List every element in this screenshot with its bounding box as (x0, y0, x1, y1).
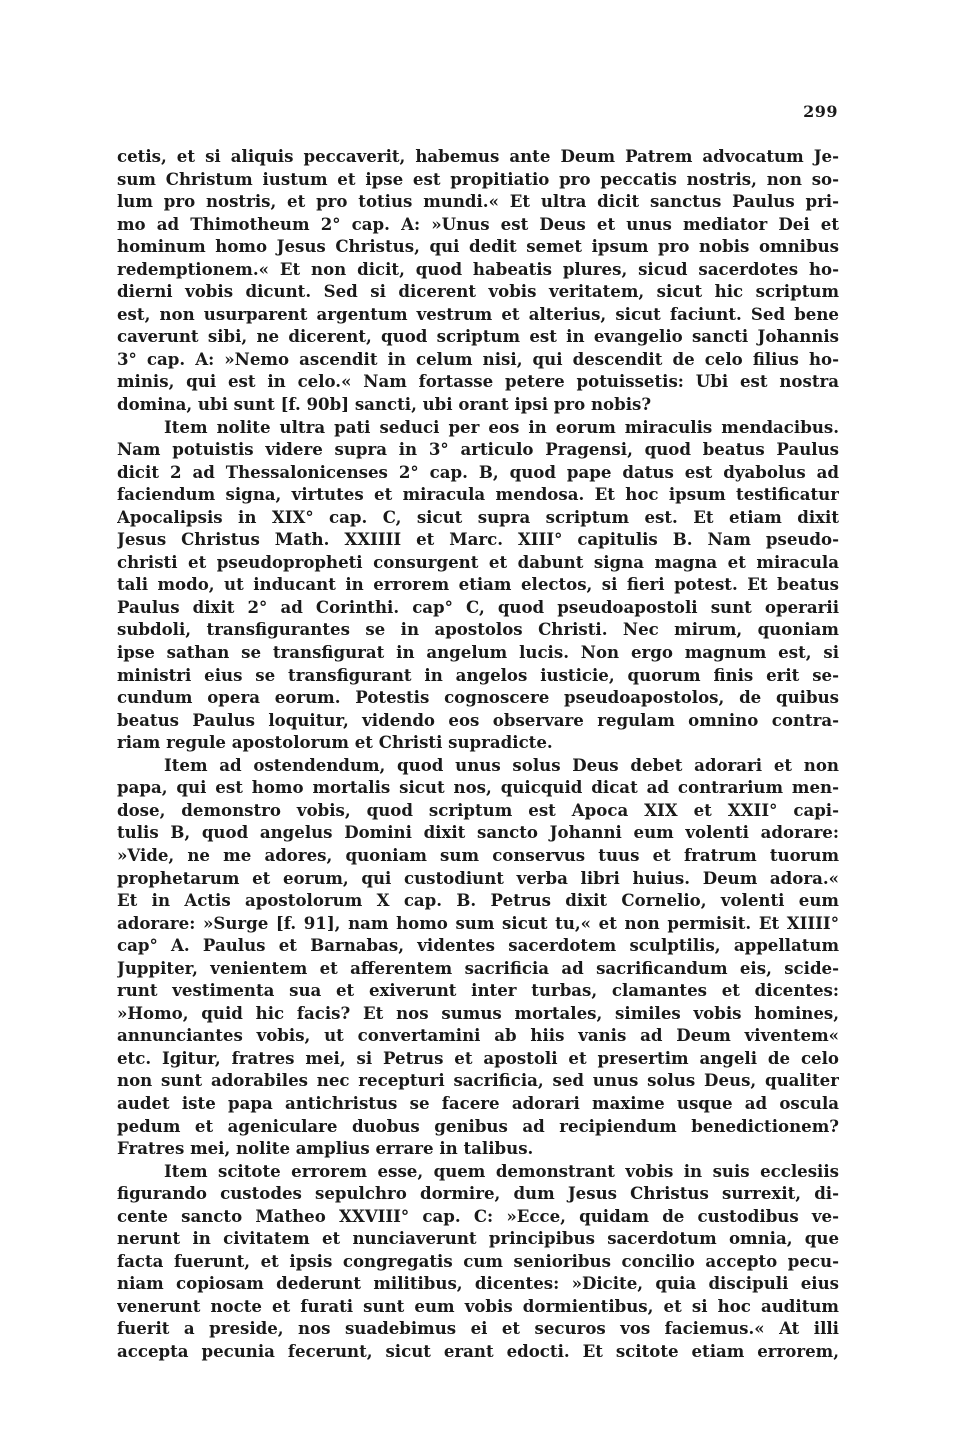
text-line: venerunt nocte et furati sunt eum vobis dormientibus, et si hoc auditum (117, 1295, 839, 1316)
text-line: Juppiter, venientem et afferentem sacrificia ad sacrificandum eis, scide- (117, 957, 839, 978)
text-line: faciendum signa, virtutes et miracula mendosa. Et hoc ipsum testificatur (117, 484, 839, 505)
text-line: runt vestimenta sua et exiverunt inter turbas, clamantes et dicentes: (117, 980, 839, 1001)
text-line: »Vide, ne me adores, quoniam sum conservus tuus et fratrum tuorum (117, 844, 839, 865)
text-line: lum pro nostris, et pro totius mundi.« Et ultra dicit sanctus Paulus pri- (117, 191, 839, 212)
text-line: cundum opera eorum. Potestis cognoscere pseudoapostolos, de quibus (117, 687, 839, 708)
text-line: Item scitote errorem esse, quem demonstrant vobis in suis ecclesiis (164, 1160, 839, 1181)
text-line: ipse sathan se transfigurat in angelum lucis. Non ergo magnum est, si (117, 642, 839, 663)
text-line: fuerit a preside, nos suadebimus ei et securos vos faciemus.« At illi (117, 1318, 839, 1339)
text-line: prophetarum et eorum, qui custodiunt verba libri huius. Deum adora.« (117, 867, 839, 888)
text-line: minis, qui est in celo.« Nam fortasse petere potuissetis: Ubi est nostra (117, 371, 839, 392)
text-line: dicit 2 ad Thessalonicenses 2° cap. B, quod pape datus est dyabolus ad (117, 461, 839, 482)
text-line: Item ad ostendendum, quod unus solus Deus debet adorari et non (164, 754, 839, 775)
text-line: annunciantes vobis, ut convertamini ab hiis vanis ad Deum viventem« (117, 1025, 839, 1046)
text-line: caverunt sibi, ne dicerent, quod scriptum est in evangelio sancti Johannis (117, 326, 839, 347)
text-line: Jesus Christus Math. XXIIII et Marc. XIII° capitulis B. Nam pseudo- (117, 529, 839, 550)
text-line: 3° cap. A: »Nemo ascendit in celum nisi, qui descendit de celo filius ho- (117, 348, 839, 369)
text-line: adorare: »Surge [f. 91], nam homo sum sicut tu,« et non permisit. Et XIIII° (117, 912, 839, 933)
text-line: cetis, et si aliquis peccaverit, habemus ante Deum Patrem advocatum Je- (117, 146, 839, 166)
text-line: ministri eius se transfigurant in angelos iusticie, quorum finis erit se- (117, 664, 839, 685)
text-line: accepta pecunia fecerunt, sicut erant edocti. Et scitote etiam errorem, (117, 1340, 839, 1361)
text-line: dose, demonstro vobis, quod scriptum est Apoca XIX et XXII° capi- (117, 799, 839, 820)
text-line: domina, ubi sunt [f. 90b] sancti, ubi orant ipsi pro nobis? (117, 394, 652, 415)
text-line: facta fuerunt, et ipsis congregatis cum senioribus concilio accepto pecu- (117, 1250, 839, 1271)
text-line: Fratres mei, nolite amplius errare in talibus. (117, 1138, 534, 1159)
text-line: Item nolite ultra pati seduci per eos in eorum miraculis mendacibus. (164, 416, 839, 437)
text-line: pedum et ageniculare duobus genibus ad recipiendum benedictionem? (117, 1115, 839, 1136)
text-line: subdoli, transfigurantes se in apostolos Christi. Nec mirum, quoniam (117, 619, 839, 640)
text-line: Nam potuistis videre supra in 3° articulo Pragensi, quod beatus Paulus (117, 439, 839, 460)
text-line: niam copiosam dederunt militibus, dicentes: »Dicite, quia discipuli eius (117, 1273, 839, 1294)
text-line: christi et pseudopropheti consurgent et dabunt signa magna et miracula (117, 551, 839, 572)
text-line: Apocalipsis in XIX° cap. C, sicut supra scriptum est. Et etiam dixit (117, 506, 839, 527)
text-line: Et in Actis apostolorum X cap. B. Petrus dixit Cornelio, volenti eum (117, 890, 839, 911)
text-line: »Homo, quid hic facis? Et nos sumus mortales, similes vobis homines, (117, 1002, 839, 1023)
text-line: etc. Igitur, fratres mei, si Petrus et apostoli et presertim angeli de celo (117, 1047, 839, 1068)
body-text (117, 145, 839, 1363)
text-line: riam regule apostolorum et Christi supradicte. (117, 732, 553, 753)
text-line: nerunt in civitatem et nunciaverunt principibus sacerdotum omnia, que (117, 1228, 839, 1249)
text-line: beatus Paulus loquitur, videndo eos observare regulam omnino contra- (117, 709, 839, 730)
text-line: redemptionem.« Et non dicit, quod habeatis plures, sicud sacerdotes ho- (117, 258, 839, 279)
text-line: tulis B, quod angelus Domini dixit sancto Johanni eum volenti adorare: (117, 822, 839, 843)
text-line: non sunt adorabiles nec recepturi sacrificia, sed unus solus Deus, qualiter (117, 1070, 839, 1091)
page-number: 299 (803, 102, 838, 121)
text-line: mo ad Thimotheum 2° cap. A: »Unus est Deus et unus mediator Dei et (117, 213, 839, 234)
text-line: cap° A. Paulus et Barnabas, videntes sacerdotem sculptilis, appellatum (117, 935, 839, 956)
text-line: cente sancto Matheo XXVIII° cap. C: »Ecce, quidam de custodibus ve- (117, 1205, 839, 1226)
text-line: est, non usurparent argentum vestrum et alterius, sicut faciunt. Sed bene (117, 303, 839, 324)
text-line: figurando custodes sepulchro dormire, dum Jesus Christus surrexit, di- (117, 1183, 839, 1204)
text-line: hominum homo Jesus Christus, qui dedit semet ipsum pro nobis omnibus (117, 236, 839, 257)
text-line: dierni vobis dicunt. Sed si dicerent vobis veritatem, sicut hic scriptum (117, 281, 839, 302)
text-line: sum Christum iustum et ipse est propitiatio pro peccatis nostris, non so- (117, 168, 839, 189)
text-line: Paulus dixit 2° ad Corinthi. cap° C, quod pseudoapostoli sunt operarii (117, 596, 839, 617)
text-line: tali modo, ut inducant in errorem etiam electos, si fieri potest. Et beatus (117, 574, 839, 595)
text-line: papa, qui est homo mortalis sicut nos, quicquid dicat ad contrarium men- (117, 777, 839, 798)
text-line: audet iste papa antichristus se facere adorari maxime usque ad oscula (117, 1092, 839, 1113)
